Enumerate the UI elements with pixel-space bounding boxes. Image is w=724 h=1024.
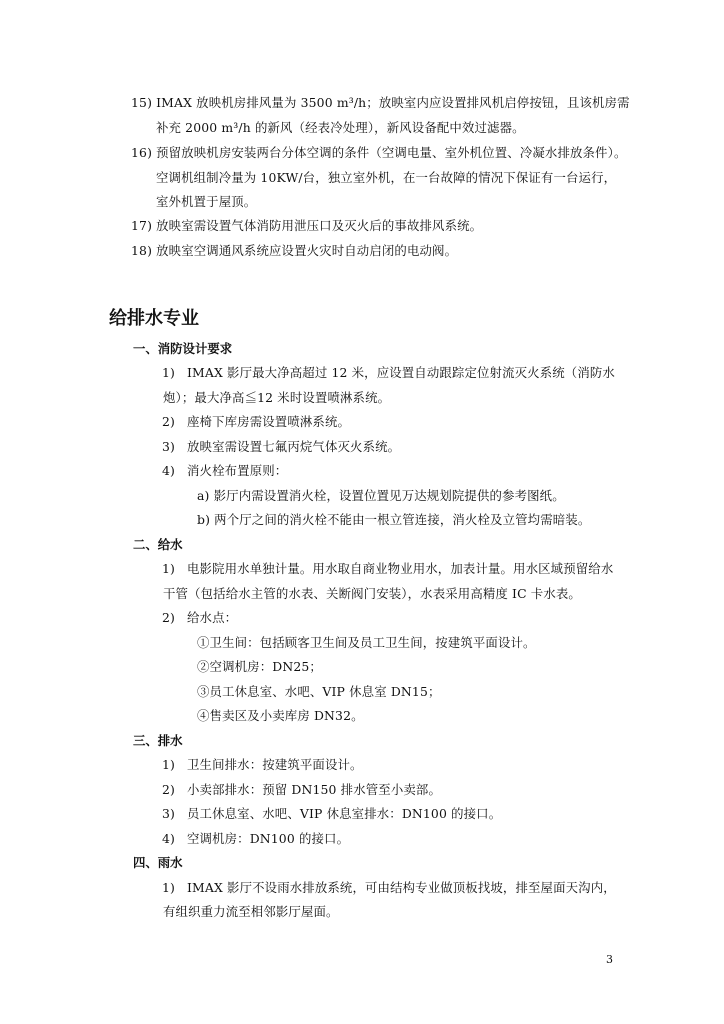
s3-item-4-num: 4) [162,831,176,846]
s2-sub-3: ③员工休息室、水吧、VIP 休息室 DN15； [197,684,441,699]
s3-item-1: 卫生间排水：按建筑平面设计。 [187,757,363,772]
s4-item-1-line-2: 有组织重力流至相邻影厅屋面。 [163,904,339,919]
s4-item-1-line-1: IMAX 影厅不设雨水排放系统，可由结构专业做顶板找坡，排至屋面天沟内， [187,880,616,895]
s4-item-1-num: 1) [162,880,176,895]
s1-item-3-num: 3) [162,439,176,454]
s1-item-4-num: 4) [162,463,176,478]
s1-item-1-line-2: 炮）；最大净高≦12 米时设置喷淋系统。 [163,390,391,405]
list-item-16-line-3: 室外机置于屋顶。 [156,194,257,209]
section-title: 给排水专业 [109,308,199,329]
s4-heading: 四、雨水 [133,855,183,870]
page-number: 3 [606,953,614,966]
s1-item-1-line-1: IMAX 影厅最大净高超过 12 米，应设置自动跟踪定位射流灭火系统（消防水 [187,365,615,380]
list-item-16-line-1: 16) 预留放映机房安装两台分体空调的条件（空调电量、室外机位置、冷凝水排放条件）。 [131,145,627,160]
s2-item-1-line-1: 电影院用水单独计量。用水取自商业物业用水，加表计量。用水区域预留给水 [187,561,614,576]
s3-item-4: 空调机房：DN100 的接口。 [187,831,350,846]
s1-item-3: 放映室需设置七氟丙烷气体灭火系统。 [187,439,401,454]
s1-sub-a: a) 影厅内需设置消火栓，设置位置见万达规划院提供的参考图纸。 [197,488,565,503]
list-item-18: 18) 放映室空调通风系统应设置火灾时自动启闭的电动阀。 [131,243,458,258]
list-item-16-line-2: 空调机组制冷量为 10KW/台，独立室外机，在一台故障的情况下保证有一台运行， [156,170,617,185]
s1-heading: 一、消防设计要求 [133,341,233,356]
s3-item-1-num: 1) [162,757,176,772]
list-item-17: 17) 放映室需设置气体消防用泄压口及灭火后的事故排风系统。 [131,218,483,233]
s3-item-2-num: 2) [162,782,176,797]
s1-item-2-num: 2) [162,414,176,429]
s2-item-1-num: 1) [162,561,176,576]
s2-sub-1: ①卫生间：包括顾客卫生间及员工卫生间，按建筑平面设计。 [197,635,536,650]
s2-item-1-line-2: 干管（包括给水主管的水表、关断阀门安装），水表采用高精度 IC 卡水表。 [163,586,581,601]
list-item-15-line-1: 15) IMAX 放映机房排风量为 3500 m³/h；放映室内应设置排风机启停按钮，且该机房需 [131,95,630,110]
s2-sub-4: ④售卖区及小卖库房 DN32。 [197,708,364,723]
s1-item-1-num: 1) [162,365,176,380]
s2-item-2-num: 2) [162,610,176,625]
s2-heading: 二、给水 [133,537,183,552]
s2-item-2: 给水点： [187,610,238,625]
s2-sub-2: ②空调机房：DN25； [197,659,322,674]
s1-sub-b: b) 两个厅之间的消火栓不能由一根立管连接，消火栓及立管均需暗装。 [197,512,591,527]
list-item-15-line-2: 补充 2000 m³/h 的新风（经表冷处理），新风设备配中效过滤器。 [156,120,525,135]
s1-item-2: 座椅下库房需设置喷淋系统。 [187,414,351,429]
s3-item-3-num: 3) [162,806,176,821]
s1-item-4: 消火栓布置原则： [187,463,288,478]
s3-item-3: 员工休息室、水吧、VIP 休息室排水：DN100 的接口。 [187,806,502,821]
s3-item-2: 小卖部排水：预留 DN150 排水管至小卖部。 [187,782,442,797]
s3-heading: 三、排水 [133,733,183,748]
